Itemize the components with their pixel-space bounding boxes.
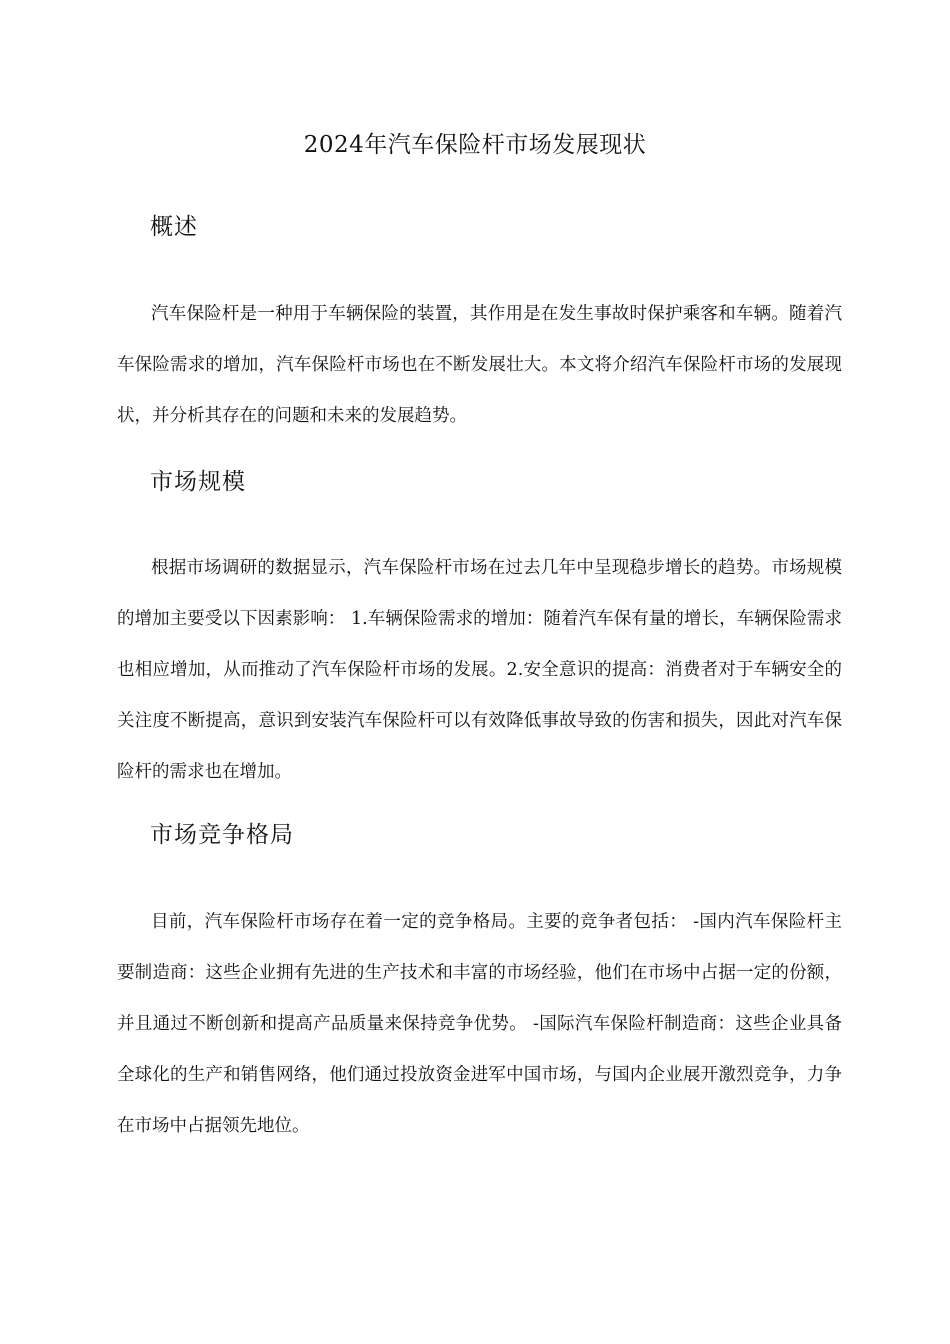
section-body-overview: 汽车保险杆是一种用于车辆保险的装置，其作用是在发生事故时保护乘客和车辆。随着汽车保险需求的增加，汽车保险杆市场也在不断发展壮大。本文将介绍汽车保险杆市场的发展现状，并分析其存在的问题和未来的发展趋势。 [117,304,842,426]
section-heading-competition: 市场竞争格局 [150,822,294,848]
section-body-market-size: 根据市场调研的数据显示，汽车保险杆市场在过去几年中呈现稳步增长的趋势。市场规模的增加主要受以下因素影响： 1.车辆保险需求的增加：随着汽车保有量的增长，车辆保险需求也相应增加，从而推动了汽车保险杆市场的发展。2.安全意识的提高：消费者对于车辆安全的关注度不断提高，意识到安装汽车保险杆可以有效降低事故导致的伤害和损失，因此对汽车保险杆的需求也在增加。 [117,558,842,782]
section-body-competition: 目前，汽车保险杆市场存在着一定的竞争格局。主要的竞争者包括： -国内汽车保险杆主要制造商：这些企业拥有先进的生产技术和丰富的市场经验，他们在市场中占据一定的份额，并且通过不断创新和提高产品质量来保持竞争优势。 -国际汽车保险杆制造商：这些企业具备全球化的生产和销售网络，他们通过投放资金进军中国市场，与国内企业展开激烈竞争，力争在市场中占据领先地位。 [117,912,842,1136]
document-title: 2024年汽车保险杆市场发展现状 [303,132,647,158]
section-heading-market-size: 市场规模 [150,469,246,495]
section-heading-overview: 概述 [150,214,198,240]
